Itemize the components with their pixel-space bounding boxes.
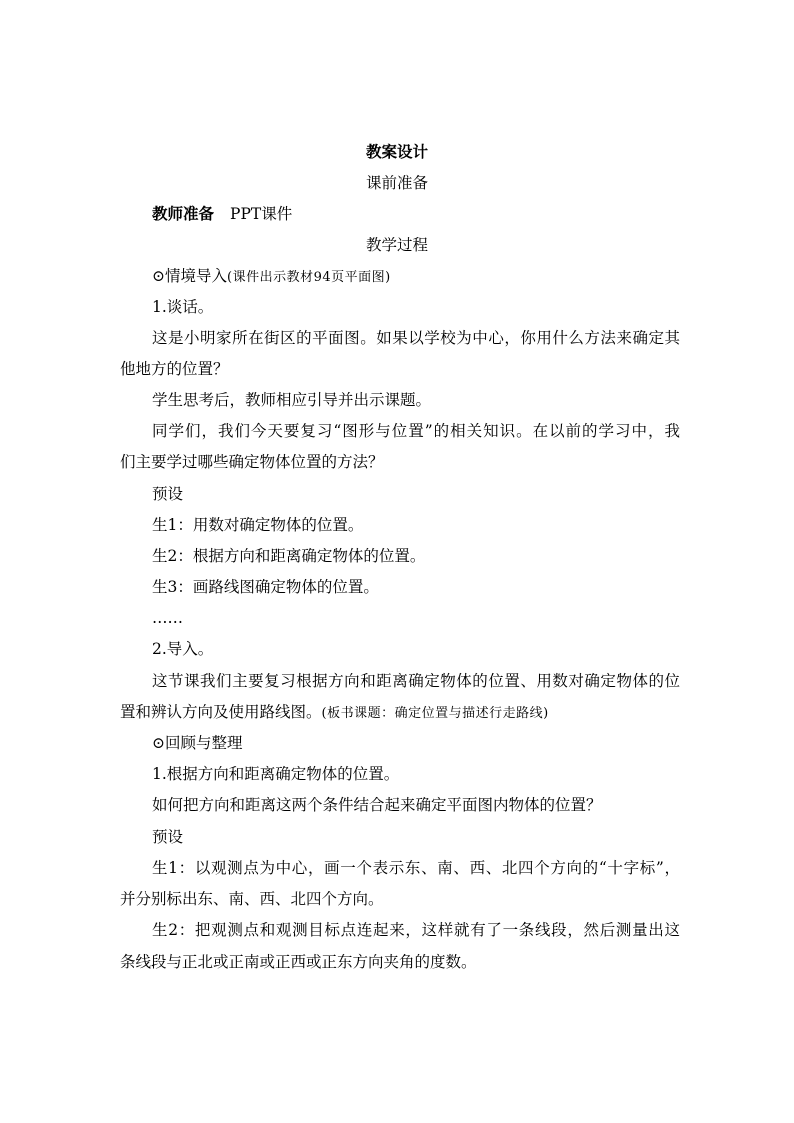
section-heading-process: 教学过程 bbox=[365, 236, 428, 254]
section2-student1-line2: 并分别标出东、南、西、北四个方向。 bbox=[120, 890, 384, 908]
section-heading-preparation: 课前准备 bbox=[365, 174, 428, 192]
section1-title-line bbox=[152, 266, 680, 288]
teacher-preparation-value: PPT课件 bbox=[230, 205, 293, 223]
section1-paragraph1-line2: 他地方的位置？ bbox=[120, 360, 229, 378]
section1-preset: 预设 bbox=[152, 485, 184, 503]
section2-title: ⊙回顾与整理 bbox=[152, 734, 243, 752]
section1-paragraph4-note: (板书课题：确定位置与描述行走路线) bbox=[321, 706, 549, 721]
section1-paragraph3-line2: 们主要学过哪些确定物体位置的方法？ bbox=[120, 453, 384, 471]
section1-item1: 1.谈话。 bbox=[152, 298, 214, 316]
section1-paragraph2: 学生思考后，教师相应引导并出示课题。 bbox=[152, 391, 432, 409]
section1-paragraph4-line2 bbox=[120, 702, 680, 724]
section1-student2: 生2：根据方向和距离确定物体的位置。 bbox=[152, 547, 426, 565]
section1-note: (课件出示教材94页平面图) bbox=[227, 270, 391, 285]
section2-student2-line1: 生2：把观测点和观测目标点连起来，这样就有了一条线段，然后测量出这 bbox=[152, 921, 680, 939]
section2-student1-line1: 生1：以观测点为中心，画一个表示东、南、西、北四个方向的“十字标”， bbox=[152, 859, 680, 877]
section1-ellipsis: …… bbox=[152, 609, 183, 627]
section1-paragraph3-line1: 同学们，我们今天要复习“图形与位置”的相关知识。在以前的学习中，我 bbox=[152, 422, 680, 440]
teacher-preparation-line bbox=[152, 204, 680, 224]
section2-preset: 预设 bbox=[152, 828, 184, 846]
section2-student2-line2: 条线段与正北或正南或正西或正东方向夹角的度数。 bbox=[120, 953, 477, 971]
section1-paragraph4-text: 置和辨认方向及使用路线图。 bbox=[120, 703, 322, 721]
document-title: 教案设计 bbox=[365, 142, 428, 161]
teacher-preparation-label: 教师准备 bbox=[152, 204, 215, 223]
section1-student1: 生1：用数对确定物体的位置。 bbox=[152, 516, 364, 534]
section1-paragraph4-line1: 这节课我们主要复习根据方向和距离确定物体的位置、用数对确定物体的位 bbox=[152, 672, 680, 690]
section1-student3: 生3：画路线图确定物体的位置。 bbox=[152, 578, 379, 596]
section1-paragraph1-line1: 这是小明家所在街区的平面图。如果以学校为中心，你用什么方法来确定其 bbox=[152, 329, 680, 347]
section1-title: ⊙情境导入 bbox=[152, 267, 227, 285]
section1-item2: 2.导入。 bbox=[152, 640, 214, 658]
section2-item1: 1.根据方向和距离确定物体的位置。 bbox=[152, 765, 400, 783]
section2-question: 如何把方向和距离这两个条件结合起来确定平面图内物体的位置？ bbox=[152, 796, 602, 814]
